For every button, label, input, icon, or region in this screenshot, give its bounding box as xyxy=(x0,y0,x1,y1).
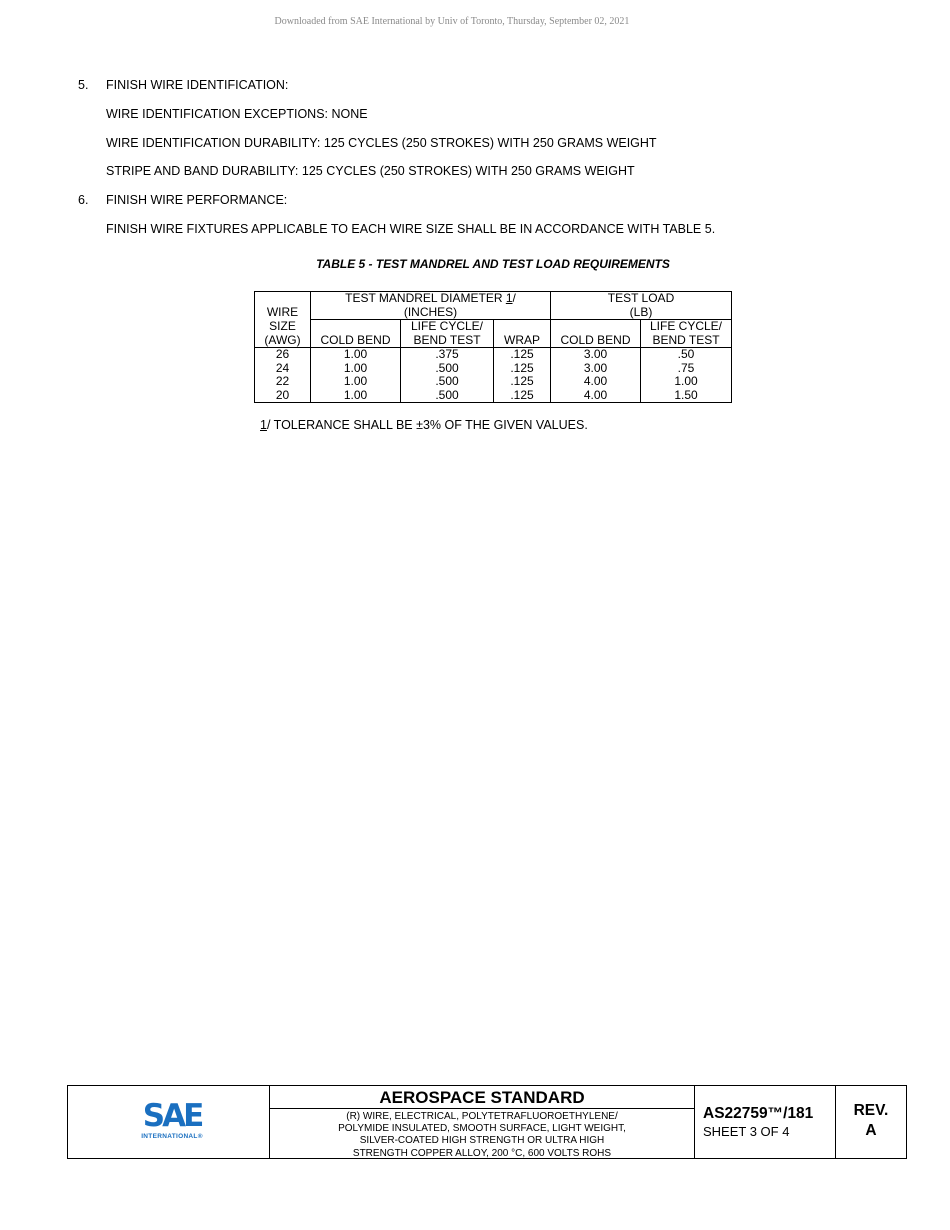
table-5 xyxy=(254,291,732,403)
cell-mandrel-wrap: .125 xyxy=(494,389,551,403)
description-line: SILVER-COATED HIGH STRENGTH OR ULTRA HIGH xyxy=(359,1135,605,1147)
header-load-units: (LB) xyxy=(551,306,732,320)
logo-cell xyxy=(68,1086,270,1158)
cell-mandrel-cold: 1.00 xyxy=(311,375,401,389)
logo-text: SAE xyxy=(142,1098,202,1134)
download-watermark: Downloaded from SAE International by Univ of Toronto, Thursday, September 02, 2021 xyxy=(274,16,630,27)
cell-load-life: 1.50 xyxy=(641,389,732,403)
note-text: / TOLERANCE SHALL BE ±3% OF THE GIVEN VALUES. xyxy=(266,418,588,432)
header-size: SIZE xyxy=(255,320,311,334)
header-wire-label xyxy=(255,292,311,306)
table-5-caption: TABLE 5 - TEST MANDREL AND TEST LOAD REQUIREMENTS xyxy=(316,257,670,271)
document-cell xyxy=(695,1086,836,1158)
cell-load-cold: 4.00 xyxy=(551,375,641,389)
revision-label: REV. xyxy=(853,1102,889,1119)
sheet-number: SHEET 3 OF 4 xyxy=(703,1124,790,1139)
note-ref: 1 xyxy=(260,418,267,432)
header-wrap: WRAP xyxy=(494,334,551,348)
header-blank xyxy=(551,320,641,334)
id-durability-line: WIRE IDENTIFICATION DURABILITY: 125 CYCLES (250 STROKES) WITH 250 GRAMS WEIGHT xyxy=(106,136,657,150)
header-wire: WIRE xyxy=(255,306,311,320)
document-number: AS22759™/181 xyxy=(703,1105,814,1122)
cell-load-cold: 3.00 xyxy=(551,362,641,376)
cell-mandrel-cold: 1.00 xyxy=(311,389,401,403)
cell-awg: 20 xyxy=(255,389,311,403)
cell-load-life: .50 xyxy=(641,348,732,362)
header-mandrel-units: (INCHES) xyxy=(311,306,551,320)
cell-mandrel-wrap: .125 xyxy=(494,375,551,389)
table-row xyxy=(255,389,732,403)
header-awg: (AWG) xyxy=(255,334,311,348)
cell-mandrel-cold: 1.00 xyxy=(311,362,401,376)
title-block xyxy=(67,1085,907,1159)
description-line: (R) WIRE, ELECTRICAL, POLYTETRAFLUOROETHYLENE/ xyxy=(346,1111,618,1122)
cell-mandrel-life: .375 xyxy=(401,348,494,362)
cell-mandrel-life: .500 xyxy=(401,375,494,389)
revision-cell xyxy=(836,1086,906,1158)
cell-mandrel-cold: 1.00 xyxy=(311,348,401,362)
logo-subtext: INTERNATIONAL® xyxy=(141,1133,203,1140)
section-5-number: 5. xyxy=(78,78,89,92)
table-row xyxy=(255,362,732,376)
table-row xyxy=(255,348,732,362)
id-exceptions-line: WIRE IDENTIFICATION EXCEPTIONS: NONE xyxy=(106,107,368,121)
header-blank xyxy=(311,320,401,334)
cell-awg: 26 xyxy=(255,348,311,362)
tolerance-note xyxy=(260,418,588,432)
header-load-life-cycle-2: BEND TEST xyxy=(641,334,732,348)
header-mandrel-group: TEST MANDREL DIAMETER 1/ xyxy=(311,292,551,306)
cell-awg: 24 xyxy=(255,362,311,376)
cell-mandrel-wrap: .125 xyxy=(494,348,551,362)
cell-mandrel-life: .500 xyxy=(401,362,494,376)
description-line: POLYMIDE INSULATED, SMOOTH SURFACE, LIGHT WEIGHT, xyxy=(338,1123,626,1135)
title-cell xyxy=(270,1086,695,1158)
standard-title: AEROSPACE STANDARD xyxy=(270,1086,694,1109)
revision-value: A xyxy=(865,1122,877,1139)
cell-load-cold: 4.00 xyxy=(551,389,641,403)
header-life-cycle-1: LIFE CYCLE/ xyxy=(401,320,494,334)
table-row xyxy=(255,375,732,389)
standard-description xyxy=(270,1109,694,1160)
section-6-number: 6. xyxy=(78,193,89,207)
header-life-cycle-2: BEND TEST xyxy=(401,334,494,348)
header-load-group: TEST LOAD xyxy=(551,292,732,306)
section-6-text: FINISH WIRE FIXTURES APPLICABLE TO EACH WIRE SIZE SHALL BE IN ACCORDANCE WITH TABLE 5. xyxy=(106,222,716,236)
header-cold-bend: COLD BEND xyxy=(311,334,401,348)
section-5-heading: FINISH WIRE IDENTIFICATION: xyxy=(106,78,289,92)
description-line: STRENGTH COPPER ALLOY, 200 °C, 600 VOLTS ROHS xyxy=(352,1147,612,1159)
sae-logo xyxy=(137,1100,207,1140)
section-6-heading: FINISH WIRE PERFORMANCE: xyxy=(106,193,288,207)
cell-load-cold: 3.00 xyxy=(551,348,641,362)
header-load-cold-bend: COLD BEND xyxy=(551,334,641,348)
header-load-life-cycle-1: LIFE CYCLE/ xyxy=(641,320,732,334)
cell-mandrel-life: .500 xyxy=(401,389,494,403)
stripe-durability-line: STRIPE AND BAND DURABILITY: 125 CYCLES (250 STROKES) WITH 250 GRAMS WEIGHT xyxy=(106,164,635,178)
cell-load-life: 1.00 xyxy=(641,375,732,389)
header-blank xyxy=(494,320,551,334)
cell-load-life: .75 xyxy=(641,362,732,376)
cell-awg: 22 xyxy=(255,375,311,389)
cell-mandrel-wrap: .125 xyxy=(494,362,551,376)
